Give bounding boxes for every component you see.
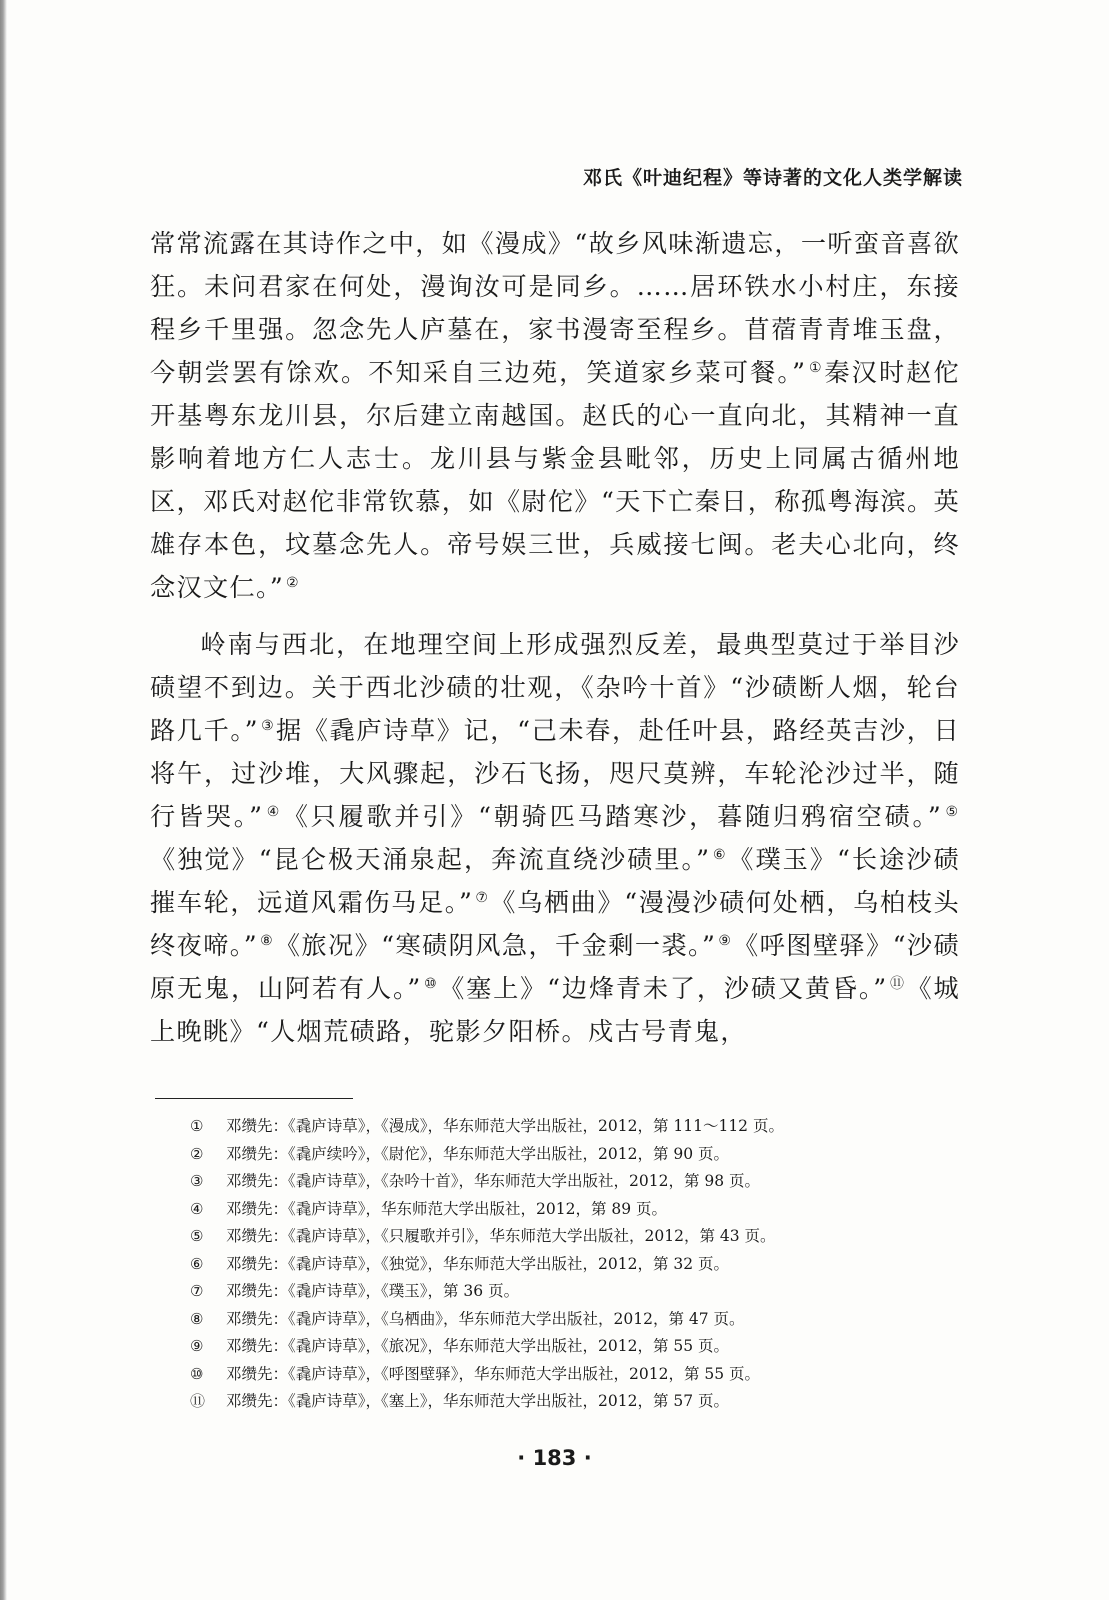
footnote-item bbox=[190, 1251, 950, 1279]
footnote-text: 邓缵先：《毳庐诗草》，《只履歌并引》，华东师范大学出版社，2012，第 43 页。 bbox=[226, 1227, 776, 1245]
footnote-item bbox=[190, 1388, 950, 1416]
paragraph-text: 《塞上》“边烽青未了，沙碛又黄昏。” bbox=[439, 974, 888, 1003]
footnote-item bbox=[190, 1113, 950, 1141]
footnote-ref: ⑧ bbox=[259, 932, 273, 949]
footnote-ref: ③ bbox=[260, 717, 274, 734]
footnote-item bbox=[190, 1223, 950, 1251]
paragraph-text: 《城上晚眺》“人烟荒碛路，驼影夕阳桥。戍古号青鬼， bbox=[150, 974, 960, 1046]
scan-edge-shadow bbox=[0, 0, 7, 1600]
footnote-text: 邓缵先：《毳庐诗草》，《呼图壁驿》，华东师范大学出版社，2012，第 55 页。 bbox=[226, 1364, 761, 1383]
footnote-ref: ④ bbox=[265, 803, 281, 820]
footnote-ref: ⑥ bbox=[712, 846, 727, 863]
paragraph-text: 《璞玉》“长途沙碛摧车轮，远道风霜伤马足。” bbox=[150, 845, 960, 917]
footnote-number: ⑥ bbox=[190, 1254, 204, 1273]
footnote-ref: ⑤ bbox=[944, 803, 958, 820]
footnote-number: ⑧ bbox=[190, 1309, 204, 1328]
paragraph-text: 常常流露在其诗作之中，如《漫成》“故乡风味渐遗忘，一听蛮音喜欲狂。未问君家在何处，漫询汝可是同乡。……居环铁水小村庄，东接程乡千里强。忽念先人庐墓在，家书漫寄至程乡。苜蓿青青堆玉盘，今朝尝罢有馀欢。不知采自三边苑，笑道家乡菜可餐。” bbox=[150, 229, 960, 387]
footnote-number: ⑩ bbox=[190, 1364, 204, 1383]
footnote-item bbox=[190, 1278, 950, 1306]
footnote-text: 邓缵先：《毳庐诗草》，《杂吟十首》，华东师范大学出版社，2012，第 98 页。 bbox=[226, 1172, 761, 1190]
footnote-number: ④ bbox=[190, 1199, 204, 1218]
paragraph-text: 岭南与西北，在地理空间上形成强烈反差，最典型莫过于举目沙碛望不到边。关于西北沙碛的壮观，《杂吟十首》“沙碛断人烟，轮台路几千。” bbox=[150, 630, 960, 745]
paragraph-2 bbox=[150, 623, 960, 1053]
paragraph-text: 《独觉》“昆仑极天涌泉起，奔流直绕沙碛里。” bbox=[150, 845, 711, 874]
footnote-text: 邓缵先：《毳庐诗草》，《塞上》，华东师范大学出版社，2012，第 57 页。 bbox=[226, 1392, 730, 1410]
footnote-item bbox=[190, 1333, 950, 1361]
paragraph-text: 《旅况》“寒碛阴风急，千金剩一裘。” bbox=[274, 931, 717, 960]
footnote-divider bbox=[155, 1098, 353, 1099]
paragraph-text: 《呼图壁驿》“沙碛原无鬼，山阿若有人。” bbox=[150, 931, 960, 1003]
paragraph-text: 《只履歌并引》“朝骑匹马踏寒沙，暮随归鸦宿空碛。” bbox=[282, 802, 943, 831]
paragraph-text: 《乌栖曲》“漫漫沙碛何处栖，乌柏枝头终夜啼。” bbox=[150, 888, 960, 960]
footnote-number: ① bbox=[190, 1117, 204, 1135]
footnote-text: 邓缵先：《毳庐诗草》，《璞玉》，第 36 页。 bbox=[226, 1282, 520, 1300]
footnote-text: 邓缵先：《毳庐诗草》，《旅况》，华东师范大学出版社，2012，第 55 页。 bbox=[226, 1337, 730, 1355]
footnote-ref: ⑪ bbox=[889, 975, 905, 992]
footnote-ref: ⑦ bbox=[475, 889, 489, 906]
footnote-list bbox=[190, 1113, 950, 1416]
footnote-number: ② bbox=[190, 1144, 204, 1163]
footnote-ref: ⑨ bbox=[718, 932, 732, 949]
footnote-item bbox=[190, 1168, 950, 1196]
footnote-text: 邓缵先：《毳庐诗草》，《漫成》，华东师范大学出版社，2012，第 111～112 页。 bbox=[226, 1117, 784, 1135]
footnote-ref: ① bbox=[808, 359, 823, 376]
page-number: · 183 · bbox=[517, 1446, 592, 1470]
footnote-number: ⑪ bbox=[190, 1392, 206, 1410]
footnote-item bbox=[190, 1196, 950, 1224]
footnote-item bbox=[190, 1306, 950, 1334]
footnote-text: 邓缵先：《毳庐诗草》，华东师范大学出版社，2012，第 89 页。 bbox=[226, 1199, 668, 1218]
footnote-number: ⑨ bbox=[190, 1337, 204, 1355]
paragraph-text: 据《毳庐诗草》记，“己未春，赴任叶县，路经英吉沙，日将午，过沙堆，大风骤起，沙石飞扬，咫尺莫辨，车轮沦沙过半，随行皆哭。” bbox=[150, 716, 960, 831]
footnote-number: ⑤ bbox=[190, 1227, 204, 1245]
paragraph-1 bbox=[150, 222, 960, 609]
footnote-text: 邓缵先：《毳庐续吟》，《尉佗》，华东师范大学出版社，2012，第 90 页。 bbox=[226, 1144, 730, 1163]
footnote-ref: ② bbox=[286, 574, 299, 591]
paragraph-text: 秦汉时赵佗开基粤东龙川县，尔后建立南越国。赵氏的心一直向北，其精神一直影响着地方仁人志士。龙川县与紫金县毗邻，历史上同属古循州地区，邓氏对赵佗非常钦慕，如《尉佗》“天下亡秦日，称孤粤海滨。英雄存本色，坟墓念先人。帝号娱三世，兵威接七闽。老夫心北向，终念汉文仁。” bbox=[150, 358, 961, 602]
running-header: 邓氏《叶迪纪程》等诗著的文化人类学解读 bbox=[582, 167, 963, 189]
footnote-number: ⑦ bbox=[190, 1282, 204, 1300]
footnote-text: 邓缵先：《毳庐诗草》，《乌栖曲》，华东师范大学出版社，2012，第 47 页。 bbox=[226, 1309, 745, 1328]
footnote-item bbox=[190, 1141, 950, 1169]
footnote-ref: ⑩ bbox=[423, 975, 438, 992]
footnote-item bbox=[190, 1361, 950, 1389]
footnote-text: 邓缵先：《毳庐诗草》，《独觉》，华东师范大学出版社，2012，第 32 页。 bbox=[226, 1254, 730, 1273]
footnote-number: ③ bbox=[190, 1172, 204, 1190]
main-text bbox=[150, 222, 960, 1053]
